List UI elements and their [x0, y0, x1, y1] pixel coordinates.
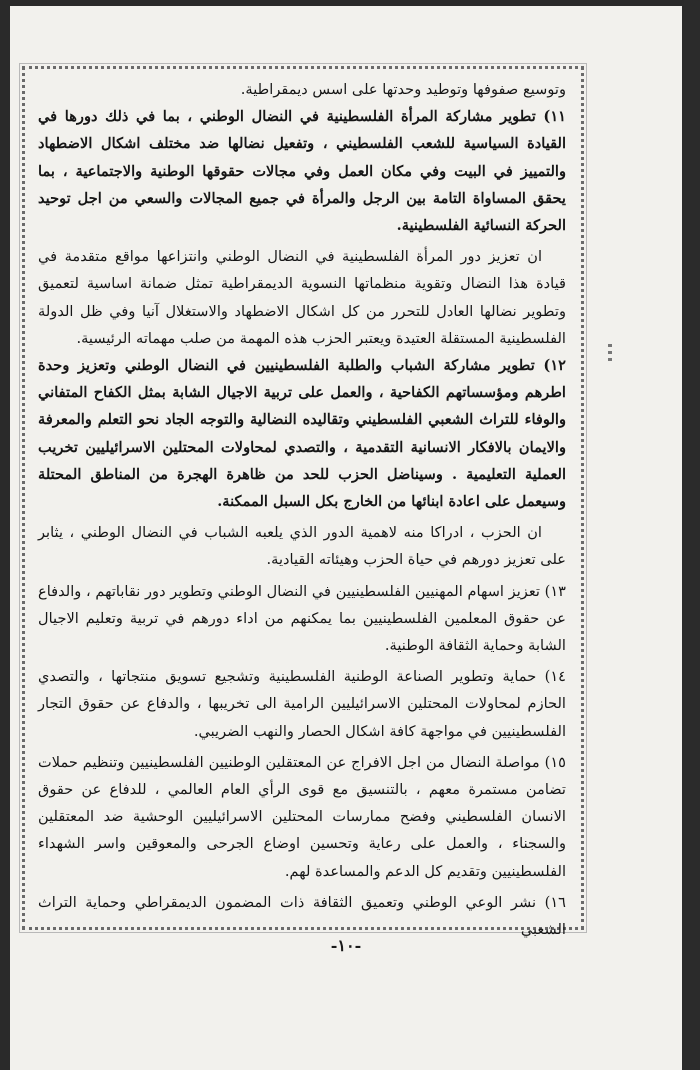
paragraph-item-16: ١٦) نشر الوعي الوطني وتعميق الثقافة ذات المضمون الديمقراطي وحماية التراث الشعبي: [38, 893, 566, 939]
paragraph-item-11: ١١) تطوير مشاركة المرأة الفلسطينية في النضال الوطني ، بما في ذلك دورها في القيادة السياسية للشعب الفلسطيني ، وتفعيل نضالها ضد مختلف اشكال الاضطهاد والتمييز في البيت وفي مكان العمل وفي مجالات حقوقها الوطنية والاجتماعية ، بما يحقق المساواة التامة بين الرجل والمرأة في جميع المجالات والسعي من اجل توحيد الحركة النسائية الفلسطينية.: [38, 108, 566, 235]
scan-dark-edge: [684, 0, 700, 1070]
paragraph-women-role: ان تعزيز دور المرأة الفلسطينية في النضال الوطني وانتزاعها مواقع متقدمة في قيادة هذا النضال وتقوية منظماتها النسوية الديمقراطية تمثل ضمانة اساسية لتعميق وتطوير نضالها العادل للتحرر من كل اشكال الاضطهاد والاستغلال آنيا وفي ظل الدولة الفلسطينية المستقلة العتيدة ويعتبر الحزب هذه المهمة من صلب مهماته الرئيسية.: [38, 248, 566, 347]
paragraph-item-13: ١٣) تعزيز اسهام المهنيين الفلسطينيين في النضال الوطني وتطوير دور نقاباتهم ، والدفاع عن حقوق المعلمين الفلسطينيين بما يمكنهم من اداء دورهم في تربية وتعليم الاجيال الشابة وحماية الثقافة الوطنية.: [38, 582, 566, 655]
paragraph-item-14: ١٤) حماية وتطوير الصناعة الوطنية الفلسطينية وتشجيع تسويق منتجاتها ، والتصدي الحازم لمحاولات المحتلين الاسرائيليين الرامية الى تخريبها ، والدفاع عن حقوق التجار الفلسطينيين في مواجهة كافة اشكال الحصار والنهب الضريبي.: [38, 668, 566, 740]
paragraph-item-12: ١٢) تطوير مشاركة الشباب والطلبة الفلسطينيين في النضال الوطني وتعزيز وحدة اطرهم ومؤسساتهم الكفاحية ، والعمل على تربية الاجيال الشابة بمثل الكفاح المتفاني والوفاء للتراث الشعبي الفلسطيني وتقاليده النضالية والتوجه الجاد نحو التعلم والمعرفة والايمان بالافكار الانسانية التقدمية ، والتصدي لمحاولات المحتلين الاسرائيليين تخريب العملية التعليمية . وسيناضل الحزب للحد من ظاهرة الهجرة من المناطق المحتلة وسيعمل على اعادة ابنائها من الخارج بكل السبل الممكنة.: [38, 357, 566, 511]
page-number: -١٠-: [330, 936, 362, 955]
paragraph-0: وتوسيع صفوفها وتوطيد وحدتها على اسس ديمقراطية.: [240, 81, 566, 98]
paragraph-youth-role: ان الحزب ، ادراكا منه لاهمية الدور الذي يلعبه الشباب في النضال الوطني ، يثابر على تعزيز دورهم في حياة الحزب وهيئاته القيادية.: [38, 524, 566, 569]
margin-mark: [608, 344, 612, 368]
document-body: [38, 76, 566, 939]
paragraph-item-15: ١٥) مواصلة النضال من اجل الافراج عن المعتقلين الوطنيين الفلسطينيين وتنظيم حملات تضامن مستمرة معهم ، بالتنسيق مع قوى الرأي العام العالمي ، للدفاع عن حقوق الانسان الفلسطيني وفضح ممارسات المحتلين الاسرائيليين الوحشية ضد المعتقلين والسجناء ، والعمل على رعاية وتحسين اوضاع الجرحى والمعوقين واسر الشهداء الفلسطينيين وتقديم كل الدعم والمساعدة لهم.: [38, 753, 566, 880]
